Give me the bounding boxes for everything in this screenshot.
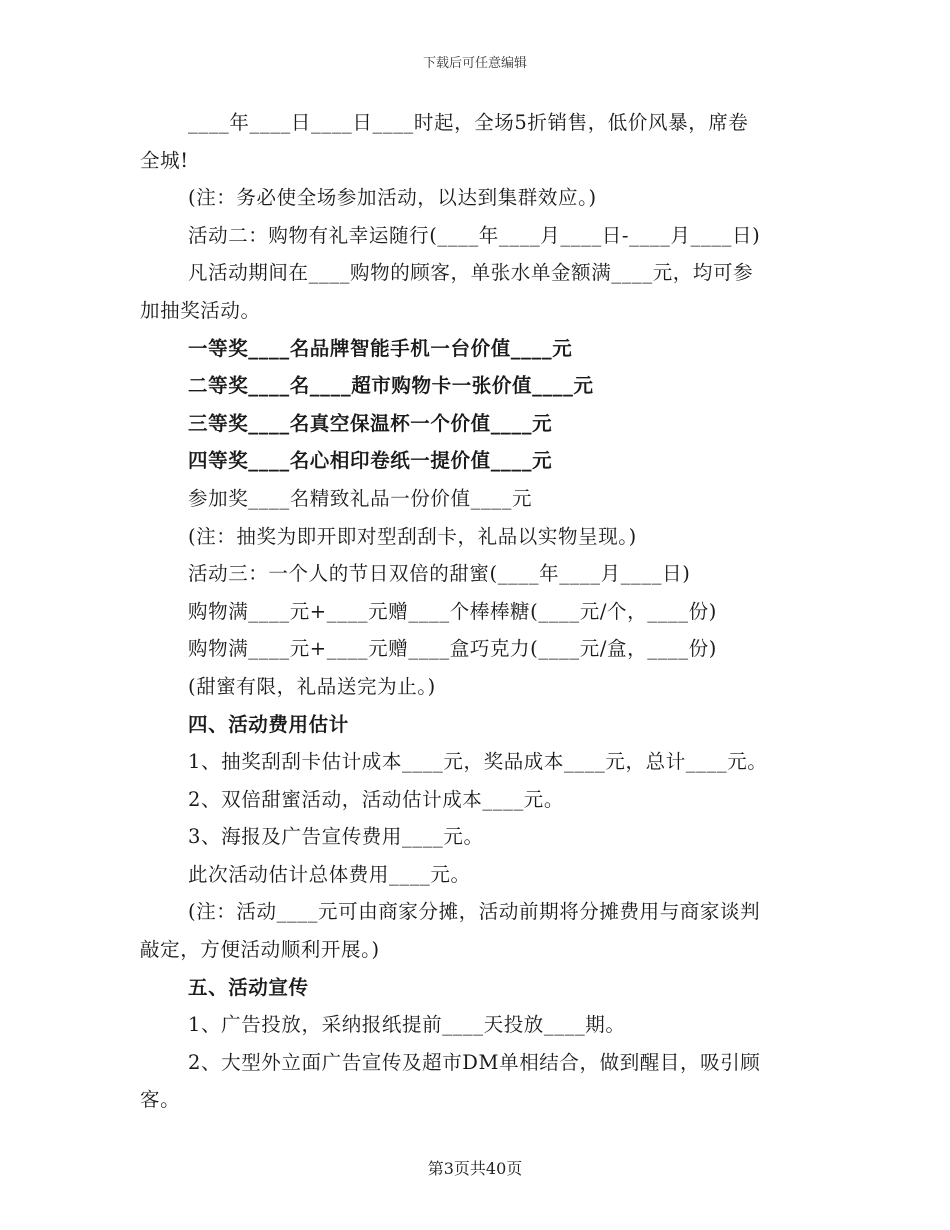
page-header: 下载后可任意编辑 [422,56,527,71]
prize-fourth: 四等奖____名心相印卷纸一提价值____元 [188,449,553,473]
text-line: 凡活动期间在____购物的顾客，单张水单金额满____元，均可参 [188,261,754,285]
text-line: 全城! [140,148,189,172]
page-footer: 第3页共40页 [427,1159,523,1178]
gift-rule-chocolate: 购物满____元+____元赠____盒巧克力(____元/盒，____份) [188,637,717,661]
note-line: (注：抽奖为即开即对型刮刮卡，礼品以实物呈现。) [188,524,637,548]
prize-first: 一等奖____名品牌智能手机一台价值____元 [188,336,573,360]
cost-item-1: 1、抽奖刮刮卡估计成本____元，奖品成本____元，总计____元。 [188,750,768,774]
prize-second: 二等奖____名____超市购物卡一张价值____元 [188,374,594,398]
cost-total: 此次活动估计总体费用____元。 [188,862,471,886]
note-line: (甜蜜有限，礼品送完为止。) [188,674,436,698]
gift-rule-candy: 购物满____元+____元赠____个棒棒糖(____元/个，____份) [188,599,717,623]
note-line-continued: 敲定，方便活动顺利开展。) [140,938,380,962]
section-heading-promotion: 五、活动宣传 [188,975,309,999]
cost-item-3: 3、海报及广告宣传费用____元。 [188,825,484,849]
prize-participation: 参加奖____名精致礼品一份价值____元 [188,486,533,510]
note-line: (注：务必使全场参加活动，以达到集群效应。) [188,186,597,210]
document-body [140,104,812,1119]
cost-item-2: 2、双倍甜蜜活动，活动估计成本____元。 [188,787,565,811]
promotion-item-2: 2、大型外立面广告宣传及超市DM单相结合，做到醒目，吸引顾 [188,1050,761,1074]
prize-third: 三等奖____名真空保温杯一个价值____元 [188,411,553,435]
note-line: (注：活动____元可由商家分摊，活动前期将分摊费用与商家谈判 [188,900,761,924]
text-line: 加抽奖活动。 [140,298,261,322]
promotion-item-1: 1、广告投放，采纳报纸提前____天投放____期。 [188,1013,626,1037]
promotion-item-2-continued: 客。 [140,1088,181,1112]
activity-two-title: 活动二：购物有礼幸运随行(____年____月____日-____月____日) [188,223,761,247]
activity-three-title: 活动三：一个人的节日双倍的甜蜜(____年____月____日) [188,562,691,586]
section-heading-cost: 四、活动费用估计 [188,712,349,736]
text-line: ____年____日____日____时起，全场5折销售，低价风暴，席卷 [188,111,749,134]
